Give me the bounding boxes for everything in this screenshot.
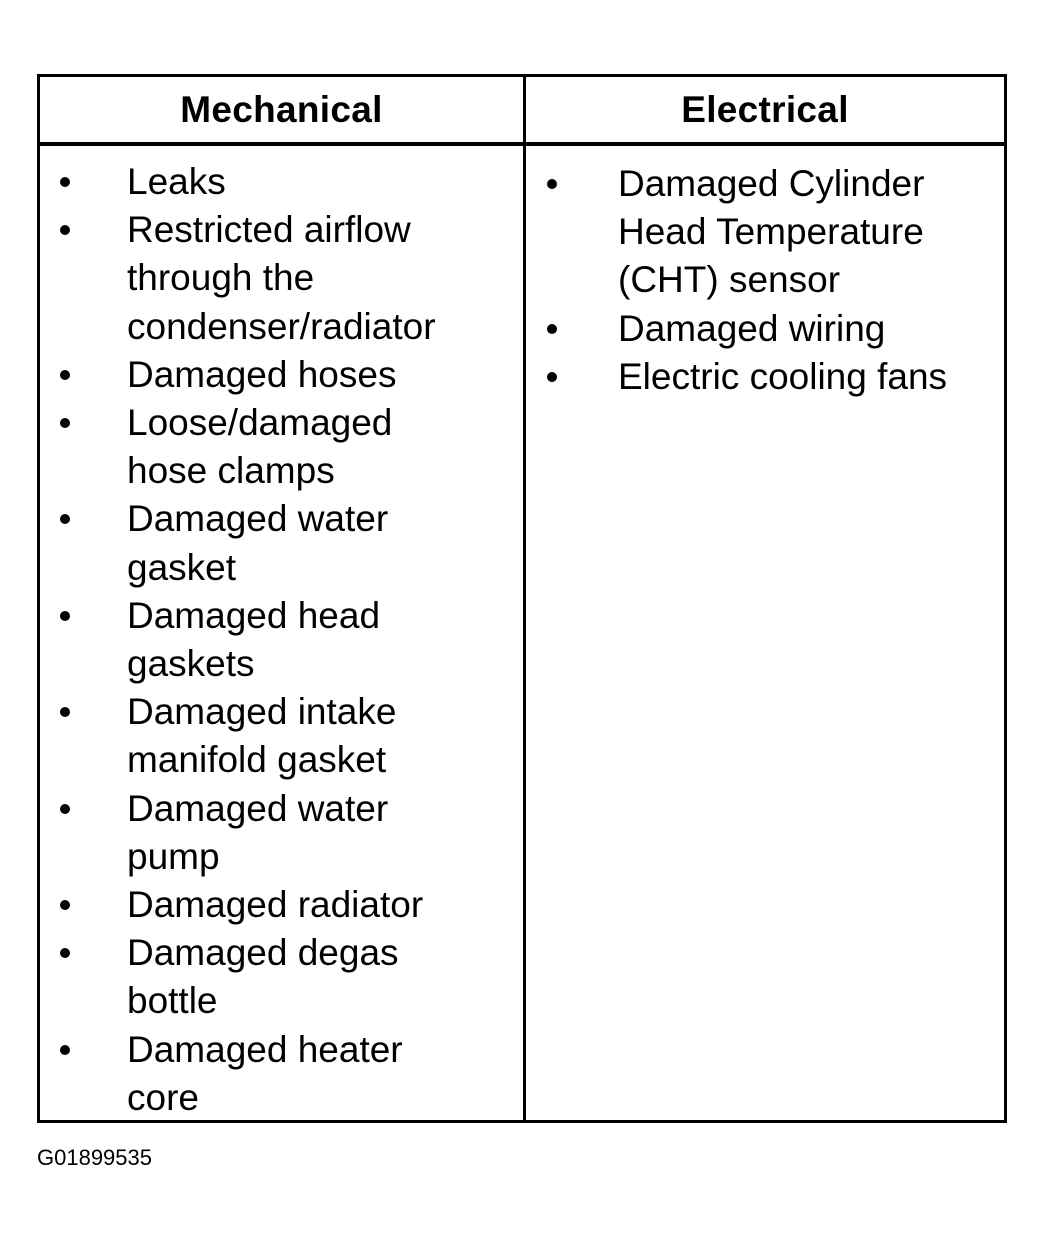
bullet-text-line: Damaged head xyxy=(127,594,381,636)
bullet-icon xyxy=(546,160,558,208)
bullet-icon xyxy=(59,495,71,543)
mechanical-list-item xyxy=(40,785,523,881)
bullet-text-line: Damaged heater xyxy=(127,1028,403,1070)
mechanical-list-item xyxy=(40,1026,523,1122)
bullet-text-line: bottle xyxy=(127,980,218,1022)
bullet-icon xyxy=(59,1026,71,1074)
bullet-icon xyxy=(59,399,71,447)
bullet-text-line: core xyxy=(127,1076,199,1118)
mechanical-list-item xyxy=(40,399,523,495)
bullet-text-line: condenser/radiator xyxy=(127,305,436,347)
bullet-text-line: Damaged intake xyxy=(127,691,397,733)
bullet-text-line: Damaged Cylinder xyxy=(618,163,925,204)
electrical-list xyxy=(526,160,1004,401)
bullet-text-line: through the xyxy=(127,257,315,299)
mechanical-header: Mechanical xyxy=(180,88,383,130)
bullet-text-line: gasket xyxy=(127,546,237,588)
bullet-text-line: (CHT) sensor xyxy=(618,259,841,301)
bullet-icon xyxy=(59,158,71,206)
bullet-icon xyxy=(59,881,71,929)
mechanical-list-item xyxy=(40,351,523,399)
bullet-text-line: hose clamps xyxy=(127,450,335,492)
bullet-icon xyxy=(59,592,71,640)
header-rule xyxy=(40,142,1004,146)
symptom-table xyxy=(37,74,1007,1123)
mechanical-list-item xyxy=(40,688,523,784)
electrical-list-item xyxy=(526,305,1004,353)
bullet-text-line: Restricted airflow xyxy=(127,209,411,251)
bullet-text-line: Loose/damaged xyxy=(127,402,393,444)
figure-id: G01899535 xyxy=(37,1145,152,1170)
electrical-header: Electrical xyxy=(681,88,849,130)
bullet-text-line: Damaged hoses xyxy=(127,353,397,395)
bullet-text-line: Damaged degas xyxy=(127,932,399,974)
bullet-icon xyxy=(546,305,558,353)
bullet-text-line: manifold gasket xyxy=(127,739,387,781)
bullet-icon xyxy=(59,929,71,977)
bullet-text-line: Damaged wiring xyxy=(618,307,886,349)
bullet-text-line: Damaged water xyxy=(127,787,389,829)
bullet-icon xyxy=(546,353,558,401)
bullet-icon xyxy=(59,206,71,254)
mechanical-list-item xyxy=(40,158,523,206)
bullet-icon xyxy=(59,785,71,833)
mechanical-list-item xyxy=(40,592,523,688)
electrical-list-item xyxy=(526,160,1004,305)
bullet-text-line: Leaks xyxy=(127,161,226,202)
bullet-icon xyxy=(59,688,71,736)
bullet-text-line: gaskets xyxy=(127,643,255,685)
bullet-text-line: Electric cooling fans xyxy=(618,355,948,397)
bullet-text-line: Head Temperature xyxy=(618,211,924,253)
mechanical-list-item xyxy=(40,881,523,929)
bullet-text-line: Damaged radiator xyxy=(127,884,424,926)
mechanical-list-item xyxy=(40,495,523,591)
mechanical-list-item xyxy=(40,929,523,1025)
bullet-text-line: Damaged water xyxy=(127,498,389,540)
bullet-icon xyxy=(59,351,71,399)
electrical-list-item xyxy=(526,353,1004,401)
bullet-text-line: pump xyxy=(127,835,220,877)
mechanical-list xyxy=(40,158,523,1122)
mechanical-list-item xyxy=(40,206,523,351)
